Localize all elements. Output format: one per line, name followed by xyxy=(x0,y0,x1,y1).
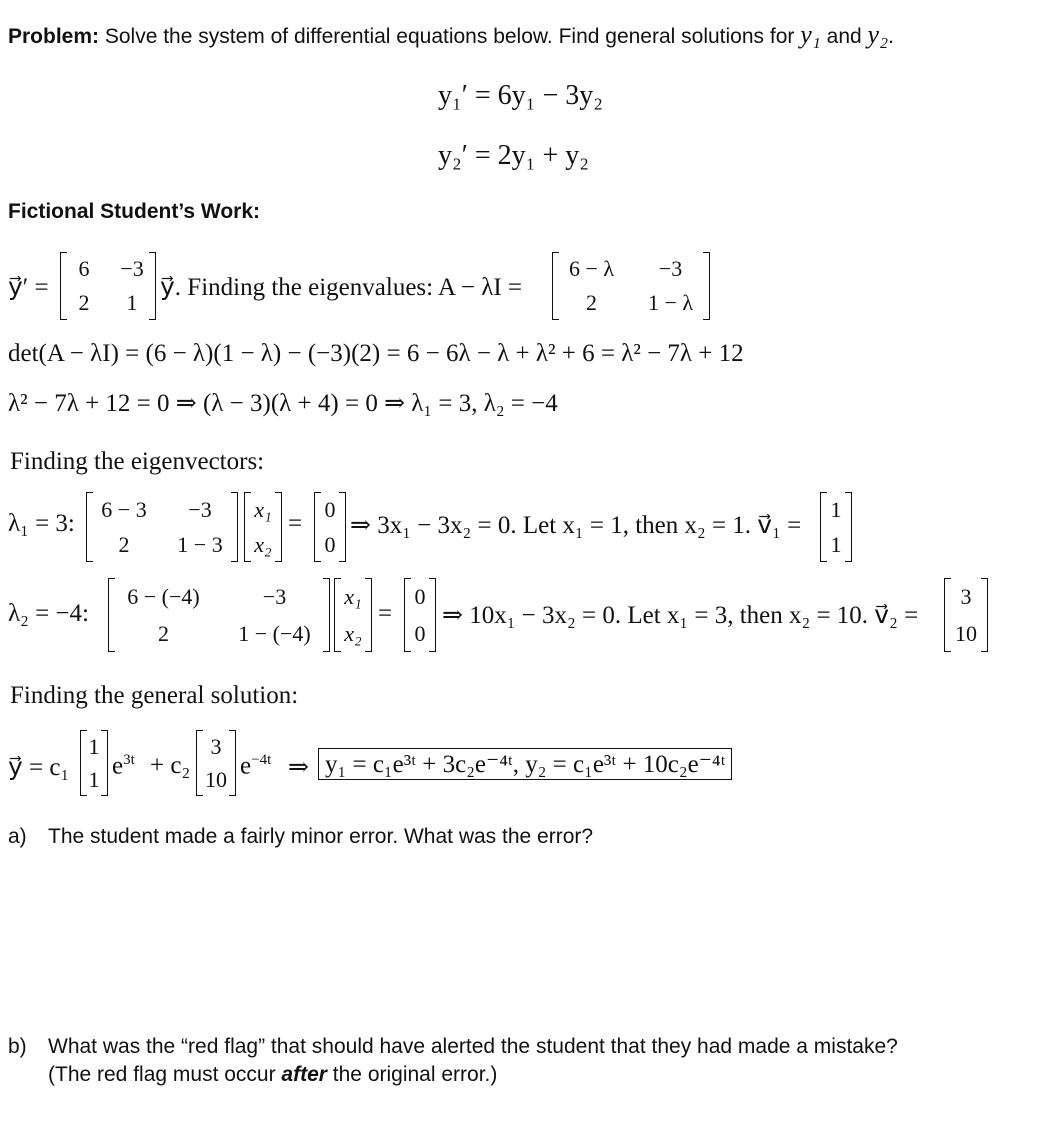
question-b-text-2-pre: (The red flag must occur xyxy=(48,1063,282,1086)
lambda1-x-vector xyxy=(244,492,282,562)
problem-and: and xyxy=(826,25,862,48)
lambda2-matrix xyxy=(108,578,330,652)
vector-cell: 0 xyxy=(324,496,336,522)
vector-cell: 1 xyxy=(830,496,842,522)
question-b-label: b) xyxy=(8,1035,27,1058)
matrix-cell: 2 xyxy=(78,290,90,315)
question-b-line-2 xyxy=(8,1063,898,1087)
lambda2-solution-text: ⇒ 10x₁ − 3x₂ = 0. Let x₁ = 3, then x₂ = 10. v⃗₂ = xyxy=(442,602,919,629)
vector-cell: x₁ xyxy=(254,496,272,522)
coefficient-matrix xyxy=(60,252,156,320)
lambda2-label: λ₂ = −4: xyxy=(8,600,89,627)
matrix-cell: 2 xyxy=(158,620,169,646)
general-v2 xyxy=(196,730,236,796)
general-v1 xyxy=(80,730,108,796)
problem-label: Problem: xyxy=(8,25,100,48)
question-a-text: The student made a fairly minor error. What was the error? xyxy=(48,825,594,848)
matrix-cell: 6 − λ xyxy=(568,256,615,281)
vector-cell: 0 xyxy=(414,583,426,609)
vector-cell: 10 xyxy=(205,766,227,792)
exp2-power: −4t xyxy=(251,752,272,768)
question-b-emphasis: after xyxy=(281,1063,327,1086)
vector-cell: 1 xyxy=(88,766,100,792)
vector-cell: 3 xyxy=(210,733,222,759)
eigenvectors-header: Finding the eigenvectors: xyxy=(10,448,265,475)
vector-cell: x₂ xyxy=(344,620,362,646)
problem-y1: y₁ xyxy=(800,20,821,49)
exp2-base: e xyxy=(240,752,252,780)
problem-text: Solve the system of differential equations below. Find general solutions for xyxy=(104,25,795,48)
vector-cell: 10 xyxy=(955,620,977,646)
matrix-cell: 1 xyxy=(126,290,138,315)
eigenvector-v2 xyxy=(944,578,988,652)
problem-statement xyxy=(8,20,894,50)
general-exp1 xyxy=(112,752,135,780)
matrix-cell: 6 − (−4) xyxy=(127,583,200,609)
vector-cell: x₂ xyxy=(254,531,272,557)
determinant-line: det(A − λI) = (6 − λ)(1 − λ) − (−3)(2) = 6 − 6λ − λ + λ² + 6 = λ² − 7λ + 12 xyxy=(8,340,744,367)
boxed-final-answer: y₁ = c₁e³ᵗ + 3c₂e⁻⁴ᵗ, y₂ = c₁e³ᵗ + 10c₂e⁻⁴ᵗ xyxy=(318,748,732,780)
question-b-text-1: What was the “red flag” that should have alerted the student that they had made a mistake? xyxy=(48,1035,898,1058)
problem-y2: y₂ xyxy=(867,20,889,49)
lambda1-equals: = xyxy=(288,510,303,537)
matrix-cell: −3 xyxy=(120,256,144,281)
matrix-cell: 1 − 3 xyxy=(177,531,223,557)
vector-cell: 0 xyxy=(414,620,426,646)
lambda1-matrix xyxy=(86,492,238,562)
general-plus-c2: + c₂ xyxy=(150,752,191,779)
problem-period: . xyxy=(888,25,894,48)
matrix-cell: 2 xyxy=(586,290,597,315)
vector-cell: 1 xyxy=(88,733,100,759)
eigenvector-v1 xyxy=(820,492,852,562)
matrix-cell: 1 − (−4) xyxy=(238,620,311,646)
general-arrow: ⇒ xyxy=(288,754,309,781)
exp1-base: e xyxy=(112,752,124,780)
vector-cell: 0 xyxy=(324,531,336,557)
system-equation-2: y₂′ = 2y₁ + y₂ xyxy=(438,140,589,171)
eigenvalue-intro: y⃗. Finding the eigenvalues: A − λI = xyxy=(160,274,523,301)
lambda1-solution-text: ⇒ 3x₁ − 3x₂ = 0. Let x₁ = 1, then x₂ = 1. v⃗₁ = xyxy=(350,512,802,539)
exp1-power: 3t xyxy=(123,752,135,768)
roots-line: λ² − 7λ + 12 = 0 ⇒ (λ − 3)(λ + 4) = 0 ⇒ λ₁ = 3, λ₂ = −4 xyxy=(8,390,558,417)
general-solution-header: Finding the general solution: xyxy=(10,682,299,709)
lambda1-zero-vector xyxy=(314,492,346,562)
matrix-cell: 6 xyxy=(78,256,90,281)
matrix-cell: 6 − 3 xyxy=(101,496,147,522)
lambda2-x-vector xyxy=(334,578,372,652)
vector-cell: 3 xyxy=(960,583,972,609)
question-a-label: a) xyxy=(8,825,27,848)
system-equation-1: y₁′ = 6y₁ − 3y₂ xyxy=(438,80,603,111)
vector-cell: 1 xyxy=(830,531,842,557)
general-lhs: y⃗ = c₁ xyxy=(8,754,70,781)
student-work-header: Fictional Student’s Work: xyxy=(8,200,261,223)
lambda1-label: λ₁ = 3: xyxy=(8,510,75,537)
question-a xyxy=(8,825,593,849)
question-b-text-2-post: the original error.) xyxy=(326,1063,498,1086)
general-exp2 xyxy=(240,752,271,780)
matrix-form-lhs: y⃗′ = xyxy=(8,274,49,301)
matrix-cell: 1 − λ xyxy=(647,290,694,315)
question-b xyxy=(8,1035,898,1087)
vector-cell: x₁ xyxy=(344,583,362,609)
matrix-cell: −3 xyxy=(188,496,212,522)
matrix-cell: −3 xyxy=(262,583,287,609)
matrix-cell: −3 xyxy=(658,256,683,281)
lambda2-equals: = xyxy=(378,600,393,627)
lambda2-zero-vector xyxy=(404,578,436,652)
matrix-cell: 2 xyxy=(118,531,130,557)
a-minus-lambda-matrix xyxy=(552,252,710,320)
